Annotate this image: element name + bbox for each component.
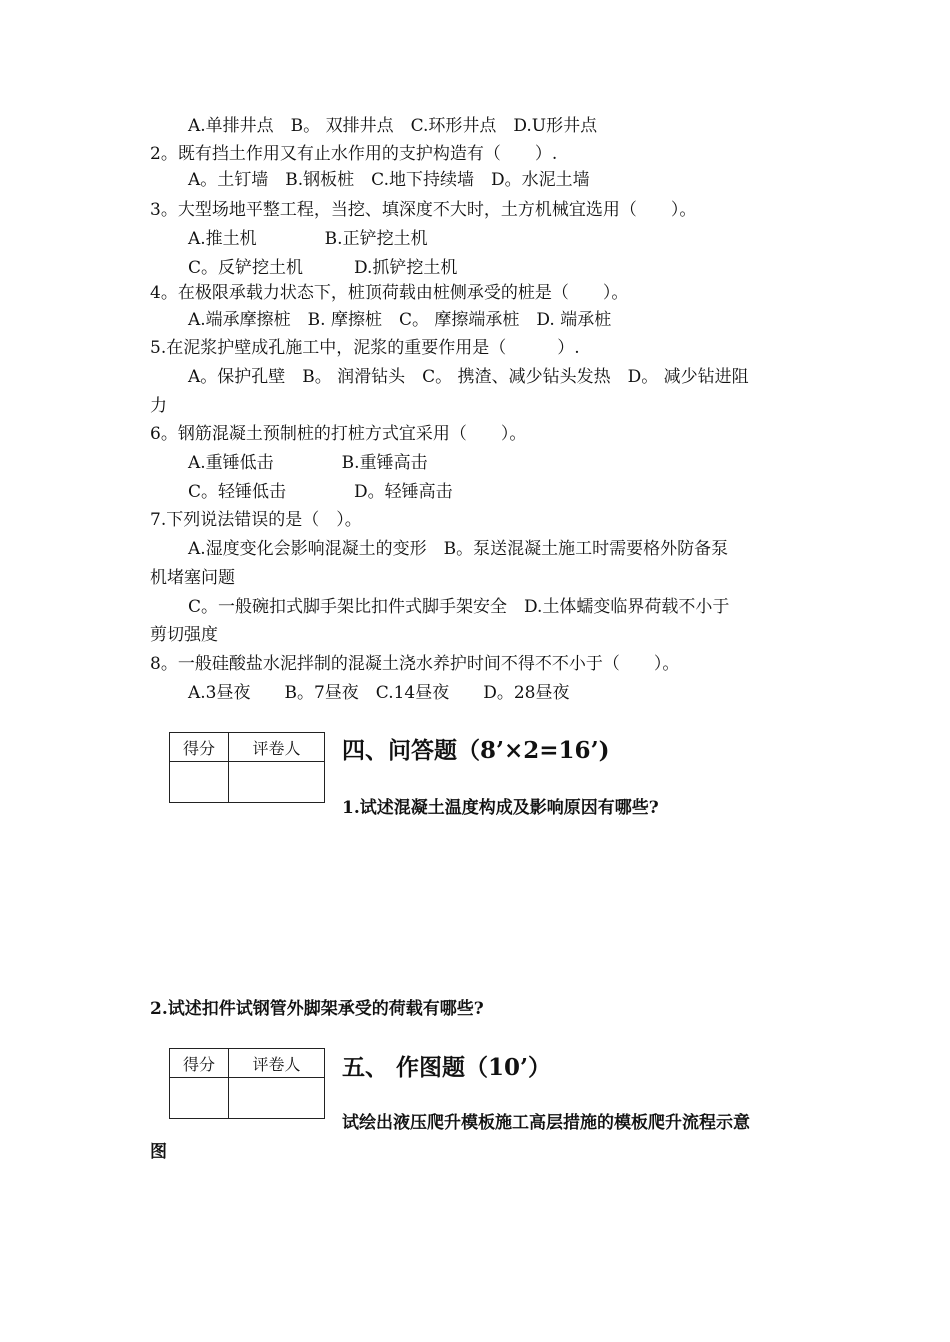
q7-stem: 7.下列说法错误的是（ ）。 xyxy=(150,510,362,530)
score-table-section5 xyxy=(169,1048,325,1119)
q3-options-row1: A.推土机 B.正铲挖土机 xyxy=(188,229,428,249)
grader-cell[interactable] xyxy=(229,762,325,803)
q4-stem: 4。在极限承载力状态下，桩顶荷载由桩侧承受的桩是（ ）。 xyxy=(150,283,629,303)
q4-options: A.端承摩擦桩 B. 摩擦桩 C。 摩擦端承桩 D. 端承桩 xyxy=(188,310,612,330)
score-header: 得分 xyxy=(170,1049,229,1078)
section4-title: 四、问答题（8’×2=16’) xyxy=(342,737,610,764)
score-header: 得分 xyxy=(170,733,229,762)
q8-options: A.3昼夜 B。7昼夜 C.14昼夜 D。28昼夜 xyxy=(188,683,570,703)
q3-stem: 3。大型场地平整工程，当挖、填深度不大时，土方机械宜选用（ ）。 xyxy=(150,200,697,220)
q7-option-ab-cont: 机堵塞问题 xyxy=(150,568,235,588)
grader-header: 评卷人 xyxy=(229,733,325,762)
score-table-section4 xyxy=(169,732,325,803)
q1-options: A.单排井点 B。 双排井点 C.环形井点 D.U形井点 xyxy=(188,116,598,136)
section5-question-line1: 试绘出液压爬升模板施工高层措施的模板爬升流程示意 xyxy=(342,1113,750,1133)
section4-question2: 2.试述扣件试钢管外脚架承受的荷载有哪些? xyxy=(150,999,484,1019)
q2-stem: 2。既有挡土作用又有止水作用的支护构造有（ ）. xyxy=(150,144,558,164)
q6-options-row2: C。轻锤低击 D。轻锤高击 xyxy=(188,482,453,502)
q7-option-ab: A.湿度变化会影响混凝土的变形 B。泵送混凝土施工时需要格外防备泵 xyxy=(188,539,729,559)
grader-cell[interactable] xyxy=(229,1078,325,1119)
q6-stem: 6。钢筋混凝土预制桩的打桩方式宜采用（ ）。 xyxy=(150,424,527,444)
q7-option-cd-cont: 剪切强度 xyxy=(150,625,218,645)
q5-stem: 5.在泥浆护壁成孔施工中，泥浆的重要作用是（ ）. xyxy=(150,338,580,358)
q7-option-cd: C。一般碗扣式脚手架比扣件式脚手架安全 D.土体蠕变临界荷载不小于 xyxy=(188,597,730,617)
q2-options: A。土钉墙 B.钢板桩 C.地下持续墙 D。水泥土墙 xyxy=(188,170,590,190)
section4-question1: 1.试述混凝土温度构成及影响原因有哪些? xyxy=(342,798,659,818)
q5-options-cont: 力 xyxy=(150,396,167,416)
section5-title: 五、 作图题（10’） xyxy=(342,1054,552,1081)
grader-header: 评卷人 xyxy=(229,1049,325,1078)
q8-stem: 8。一般硅酸盐水泥拌制的混凝土浇水养护时间不得不不小于（ ）。 xyxy=(150,654,680,674)
section5-question-line2: 图 xyxy=(150,1142,167,1162)
q5-options: A。保护孔壁 B。 润滑钻头 C。 携渣、减少钻头发热 D。 减少钻进阻 xyxy=(188,367,749,387)
score-cell[interactable] xyxy=(170,762,229,803)
score-cell[interactable] xyxy=(170,1078,229,1119)
q3-options-row2: C。反铲挖土机 D.抓铲挖土机 xyxy=(188,258,458,278)
q6-options-row1: A.重锤低击 B.重锤高击 xyxy=(188,453,428,473)
